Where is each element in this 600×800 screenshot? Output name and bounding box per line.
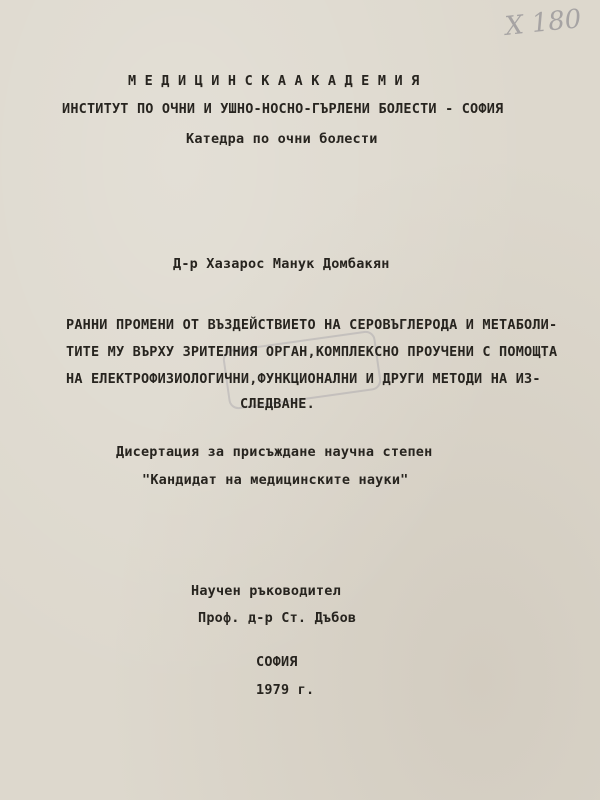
title-line-1: РАННИ ПРОМЕНИ ОТ ВЪЗДЕЙСТВИЕТО НА СЕРОВЪГЛЕРОДА И МЕТАБОЛИ-	[66, 317, 558, 333]
year-text: 1979 г.	[256, 682, 315, 698]
place-name: СОФИЯ	[256, 654, 298, 670]
title-line-4: СЛЕДВАНЕ.	[240, 396, 315, 412]
author-name: Д-р Хазарос Манук Домбакян	[173, 256, 390, 272]
dissertation-line-1: Дисертация за присъждане научна степен	[116, 444, 433, 460]
academy-heading: М Е Д И Ц И Н С К А А К А Д Е М И Я	[128, 73, 420, 89]
title-line-2: ТИТЕ МУ ВЪРХУ ЗРИТЕЛНИЯ ОРГАН,КОМПЛЕКСНО ПРОУЧЕНИ С ПОМОЩТА	[66, 344, 558, 360]
institute-heading: ИНСТИТУТ ПО ОЧНИ И УШНО-НОСНО-ГЪРЛЕНИ БОЛЕСТИ - СОФИЯ	[62, 101, 504, 117]
supervisor-name: Проф. д-р Ст. Дъбов	[198, 610, 357, 626]
supervisor-label: Научен ръководител	[191, 583, 341, 599]
dissertation-line-2: "Кандидат на медицинските науки"	[142, 472, 409, 488]
pencil-annotation: Х 180	[503, 4, 583, 42]
title-line-3: НА ЕЛЕКТРОФИЗИОЛОГИЧНИ,ФУНКЦИОНАЛНИ И ДРУГИ МЕТОДИ НА ИЗ-	[66, 371, 541, 387]
department-heading: Катедра по очни болести	[186, 131, 378, 147]
